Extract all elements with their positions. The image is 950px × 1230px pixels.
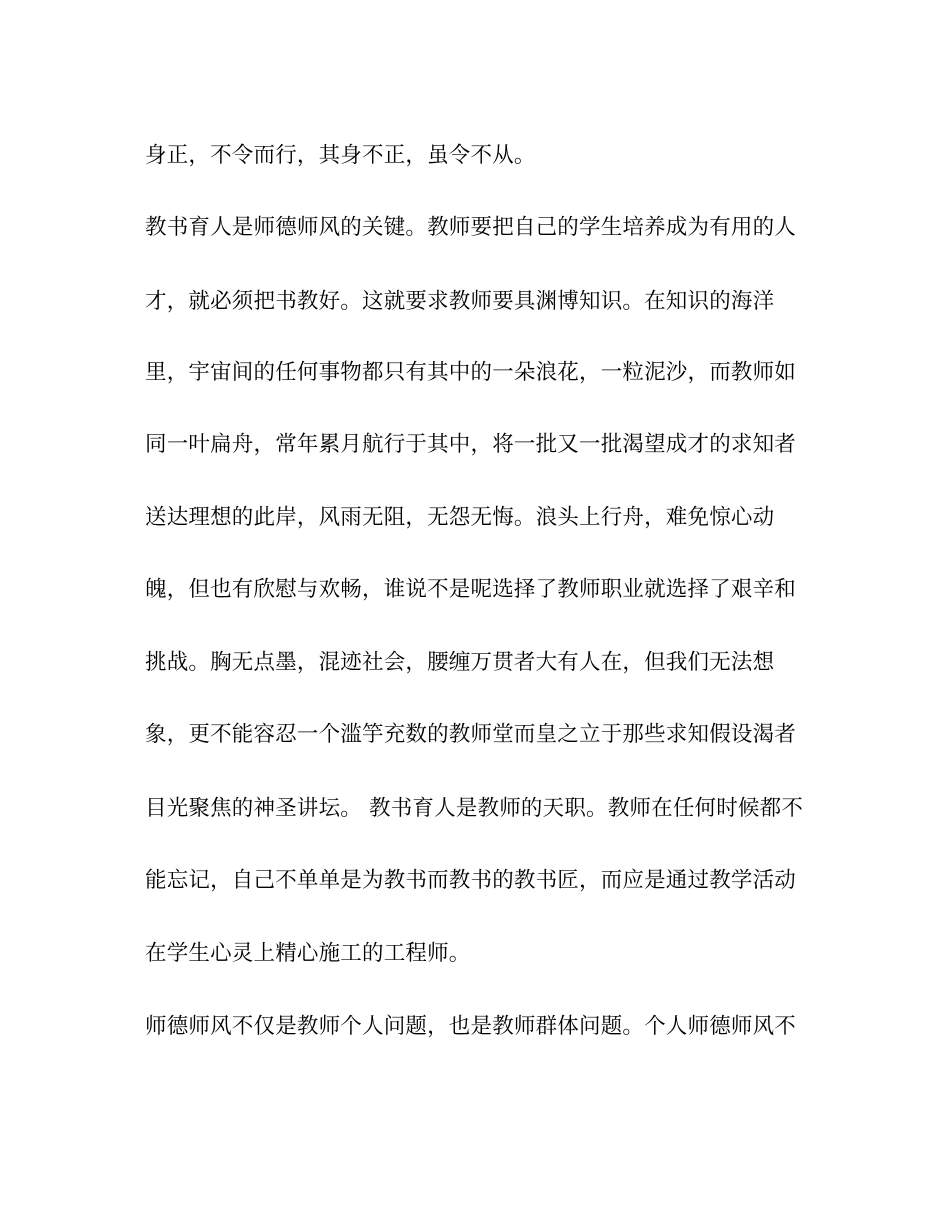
text-line: 身正，不令而行，其身不正，虽令不从。 [145,143,536,168]
text-line: 才，就必须把书教好。这就要求教师要具渊博知识。在知识的海洋 [145,289,775,314]
text-line: 里，宇宙间的任何事物都只有其中的一朵浪花，一粒泥沙，而教师如 [145,360,797,385]
text-line: 同一叶扁舟，常年累月航行于其中，将一批又一批渴望成才的求知者 [145,432,797,457]
text-line: 挑战。胸无点墨，混迹社会，腰缠万贯者大有人在，但我们无法想 [145,650,775,675]
text-line: 送达理想的此岸，风雨无阻，无怨无悔。浪头上行舟，难免惊心动 [145,505,775,530]
text-line: 在学生心灵上精心施工的工程师。 [145,941,471,966]
text-line: 魄，但也有欣慰与欢畅，谁说不是呢选择了教师职业就选择了艰辛和 [145,577,797,602]
text-line: 能忘记，自己不单单是为教书而教书的教书匠，而应是通过教学活动 [145,868,797,893]
text-line: 教书育人是师德师风的关键。教师要把自己的学生培养成为有用的人 [145,215,797,240]
text-line: 目光聚焦的神圣讲坛。 教书育人是教师的天职。教师在任何时候都不 [145,796,804,821]
text-line: 象，更不能容忍一个滥竽充数的教师堂而皇之立于那些求知假设渴者 [145,722,797,747]
text-line: 师德师风不仅是教师个人问题，也是教师群体问题。个人师德师风不 [145,1014,797,1039]
